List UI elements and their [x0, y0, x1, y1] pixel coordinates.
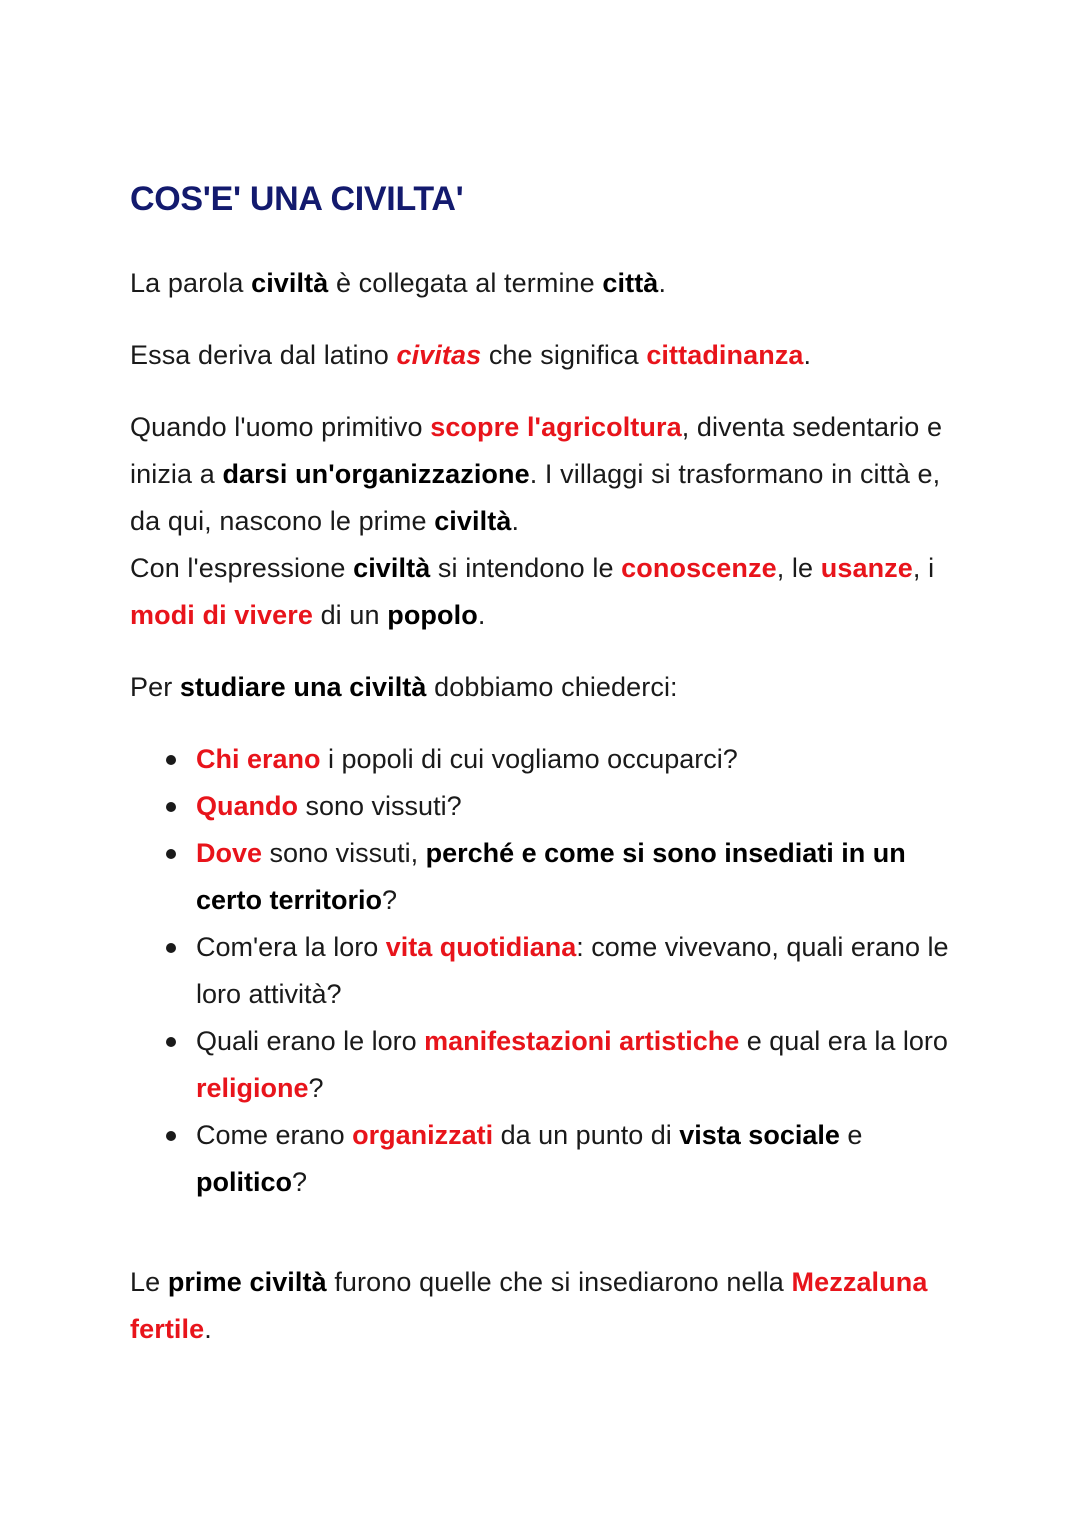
paragraph-study-intro	[130, 664, 960, 711]
bullet-icon	[166, 849, 176, 859]
bullet-icon	[166, 943, 176, 953]
text: ?	[382, 885, 398, 915]
highlight-term: modi di vivere	[130, 600, 313, 630]
paragraph-latin-origin	[130, 332, 960, 379]
bold-term: perché e come si sono insediati in un certo territorio	[196, 838, 906, 915]
bold-term: città	[602, 268, 659, 298]
text: , diventa sedentario e inizia a	[130, 412, 943, 489]
text: di un	[312, 600, 388, 630]
bold-term: darsi un'organizzazione	[222, 459, 530, 489]
highlight-term: Dove	[196, 838, 263, 868]
text: , i	[912, 553, 935, 583]
highlight-term: Quando	[196, 791, 298, 821]
text: Essa deriva dal latino	[130, 340, 397, 370]
text: furono quelle che si insediarono nella	[326, 1267, 792, 1297]
highlight-term: Chi erano	[196, 744, 321, 774]
highlight-term: conoscenze	[621, 553, 777, 583]
text: La parola	[130, 268, 252, 298]
highlight-term: manifestazioni artistiche	[424, 1026, 740, 1056]
bold-term: civiltà	[434, 506, 512, 536]
text: , le	[776, 553, 821, 583]
highlight-term: scopre l'agricoltura	[430, 412, 682, 442]
paragraph-primitive-man	[130, 404, 960, 639]
text: sono vissuti?	[298, 791, 462, 821]
text: ?	[292, 1167, 308, 1197]
list-item	[165, 1018, 965, 1112]
text: Quando l'uomo primitivo	[130, 412, 431, 442]
text: ?	[308, 1073, 324, 1103]
text: e	[839, 1120, 863, 1150]
bold-term: civiltà	[251, 268, 329, 298]
list-item	[165, 1112, 965, 1206]
text: da un punto di	[493, 1120, 680, 1150]
text: è collegata al termine	[328, 268, 603, 298]
highlight-term: vita quotidiana	[385, 932, 577, 962]
bullet-icon	[166, 1131, 176, 1141]
bold-term: prime civiltà	[167, 1267, 327, 1297]
text: Come erano	[196, 1120, 353, 1150]
bullet-icon	[166, 1037, 176, 1047]
text: .	[658, 268, 667, 298]
text: i popoli di cui vogliamo occuparci?	[320, 744, 738, 774]
page-title: COS'E' UNA CIVILTA'	[130, 180, 464, 218]
text: Com'era la loro	[196, 932, 386, 962]
text: sono vissuti,	[262, 838, 426, 868]
bold-term: vista sociale	[679, 1120, 840, 1150]
bullet-icon	[166, 802, 176, 812]
highlight-term: usanze	[820, 553, 913, 583]
bold-term: politico	[196, 1167, 292, 1197]
list-item	[165, 783, 965, 830]
list-item	[165, 736, 965, 783]
bold-term: popolo	[387, 600, 478, 630]
highlight-term: Mezzaluna fertile	[130, 1267, 928, 1344]
paragraph-fertile-crescent	[130, 1259, 960, 1353]
text: : come vivevano, quali erano le loro attività?	[196, 932, 949, 1009]
list-item	[165, 924, 965, 1018]
text: .	[511, 506, 520, 536]
text: Con l'espressione	[130, 553, 354, 583]
text: .	[477, 600, 486, 630]
highlight-term: religione	[196, 1073, 309, 1103]
bold-term: civiltà	[353, 553, 431, 583]
highlight-term: cittadinanza	[646, 340, 804, 370]
text: Le	[130, 1267, 168, 1297]
text: che significa	[481, 340, 647, 370]
text: .	[803, 340, 812, 370]
text: .	[204, 1314, 212, 1344]
text: e qual era la loro	[739, 1026, 948, 1056]
bold-term: studiare una civiltà	[179, 672, 427, 702]
text: Per	[130, 672, 180, 702]
text: dobbiamo chiederci:	[426, 672, 678, 702]
list-item	[165, 830, 965, 924]
bullet-icon	[166, 755, 176, 765]
highlight-term: organizzati	[352, 1120, 494, 1150]
question-list	[165, 736, 965, 1206]
text: Quali erano le loro	[196, 1026, 425, 1056]
text: si intendono le	[430, 553, 622, 583]
text: . I villaggi si trasformano in città e, da qui, nascono le prime	[130, 459, 941, 536]
highlight-term: civitas	[396, 340, 482, 370]
paragraph-etymology-city	[130, 260, 960, 307]
